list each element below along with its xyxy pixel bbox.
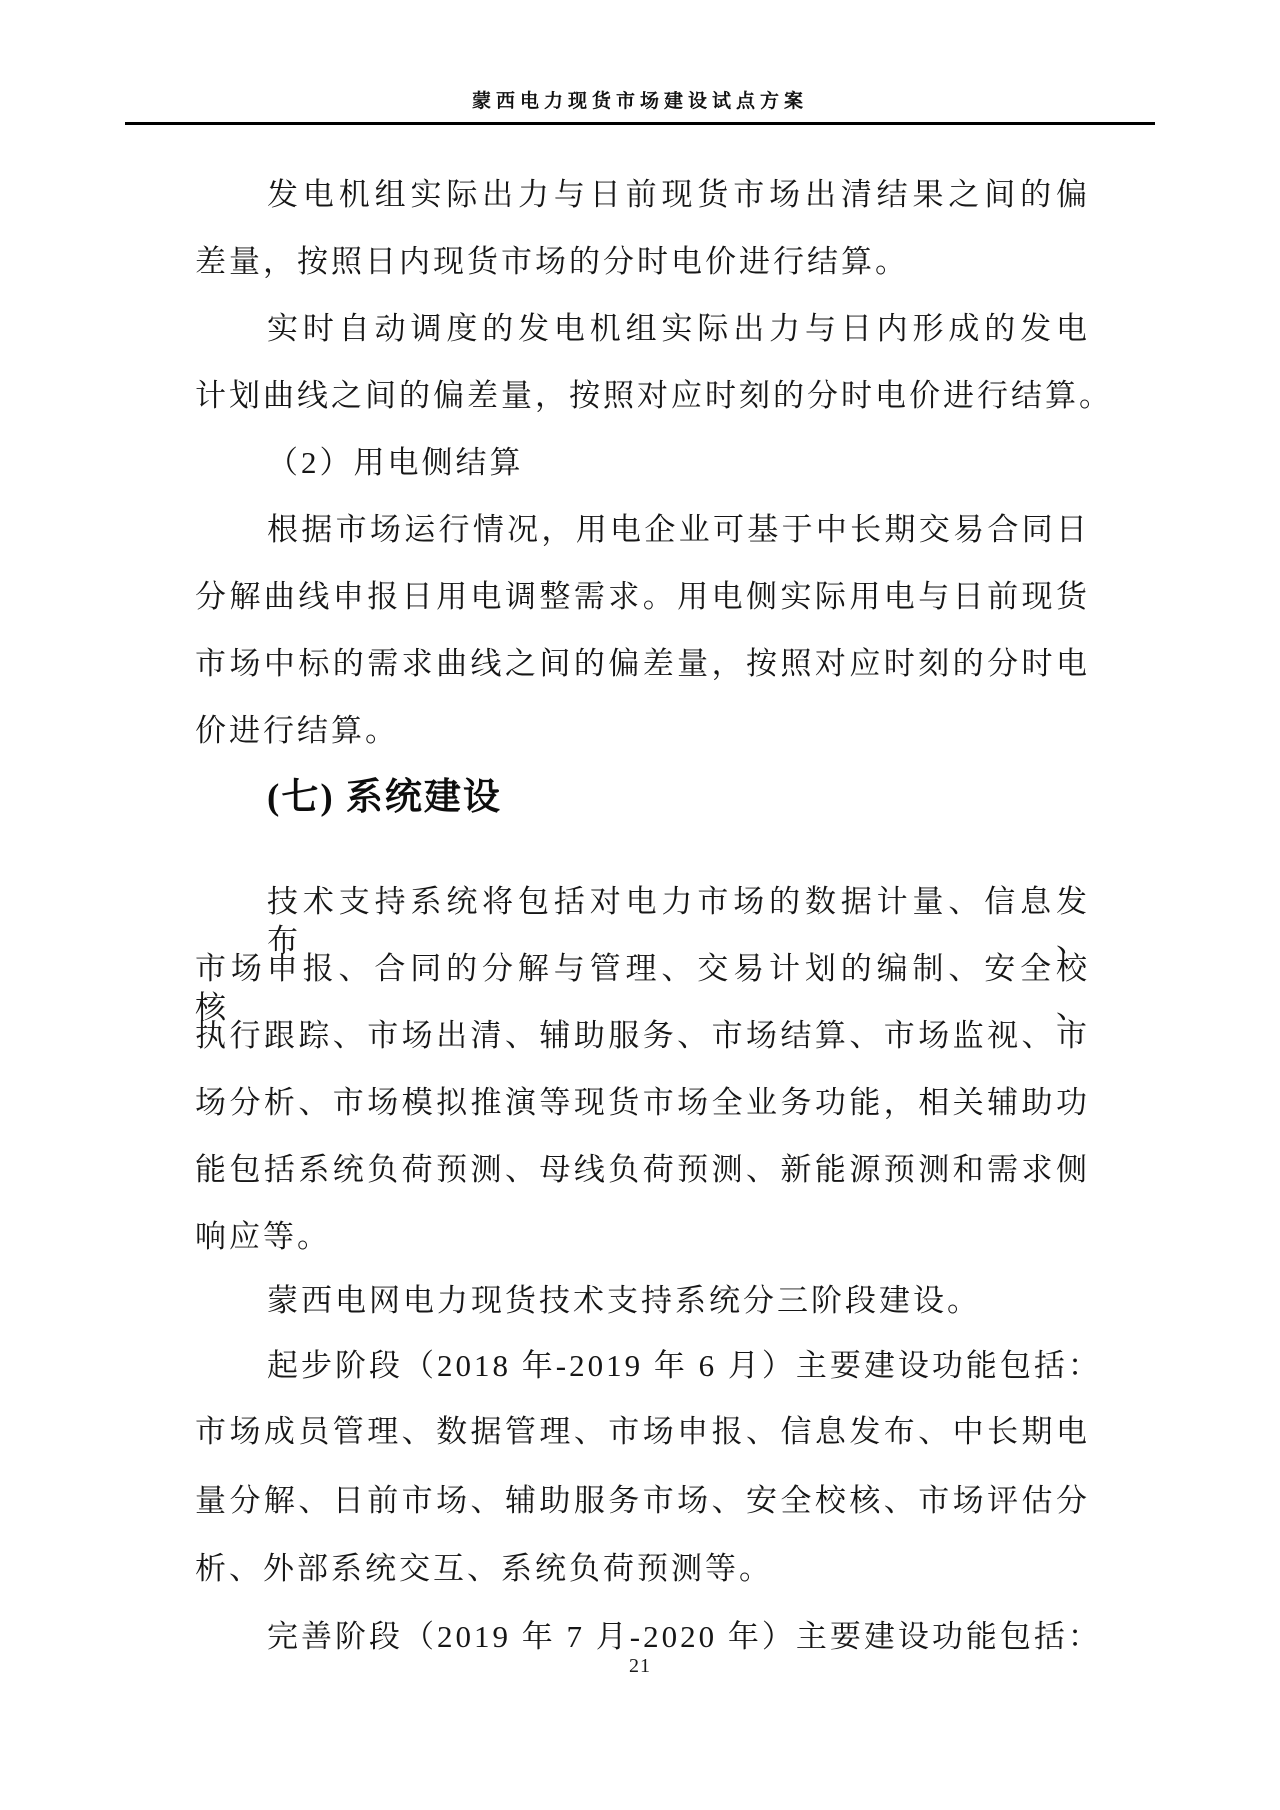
body-line: 场分析、市场模拟推演等现货市场全业务功能，相关辅助功 xyxy=(195,1085,1090,1120)
body-line: 计划曲线之间的偏差量，按照对应时刻的分时电价进行结算。 xyxy=(195,378,1113,413)
body-line: 量分解、日前市场、辅助服务市场、安全校核、市场评估分 xyxy=(195,1483,1090,1518)
body-line: 响应等。 xyxy=(195,1219,331,1254)
body-line: （2）用电侧结算 xyxy=(267,445,524,480)
body-line: 能包括系统负荷预测、母线负荷预测、新能源预测和需求侧 xyxy=(195,1152,1090,1187)
body-line: 根据市场运行情况，用电企业可基于中长期交易合同日 xyxy=(267,512,1090,547)
body-line: 分解曲线申报日用电调整需求。用电侧实际用电与日前现货 xyxy=(195,579,1090,614)
page-number: 21 xyxy=(629,1655,651,1677)
body-line: 实时自动调度的发电机组实际出力与日内形成的发电 xyxy=(267,311,1090,346)
body-line: 完善阶段（2019 年 7 月-2020 年）主要建设功能包括： xyxy=(267,1619,1102,1654)
body-line: 蒙西电网电力现货技术支持系统分三阶段建设。 xyxy=(267,1283,981,1318)
body-line: 市场成员管理、数据管理、市场申报、信息发布、中长期电 xyxy=(195,1414,1090,1449)
body-line: 执行跟踪、市场出清、辅助服务、市场结算、市场监视、市 xyxy=(195,1018,1090,1053)
body-line: 差量，按照日内现货市场的分时电价进行结算。 xyxy=(195,244,909,279)
header-rule xyxy=(125,122,1155,125)
body-line: 市场申报、合同的分解与管理、交易计划的编制、安全校核、 xyxy=(195,951,1090,1025)
section-heading: (七) 系统建设 xyxy=(267,777,502,818)
body-line: 价进行结算。 xyxy=(195,713,399,748)
body-line: 技术支持系统将包括对电力市场的数据计量、信息发布、 xyxy=(267,884,1090,958)
body-line: 市场中标的需求曲线之间的偏差量，按照对应时刻的分时电 xyxy=(195,646,1090,681)
body-line: 析、外部系统交互、系统负荷预测等。 xyxy=(195,1551,773,1586)
body-line: 起步阶段（2018 年-2019 年 6 月）主要建设功能包括： xyxy=(267,1348,1102,1383)
header-title: 蒙西电力现货市场建设试点方案 xyxy=(471,91,808,112)
body-line: 发电机组实际出力与日前现货市场出清结果之间的偏 xyxy=(267,177,1090,212)
